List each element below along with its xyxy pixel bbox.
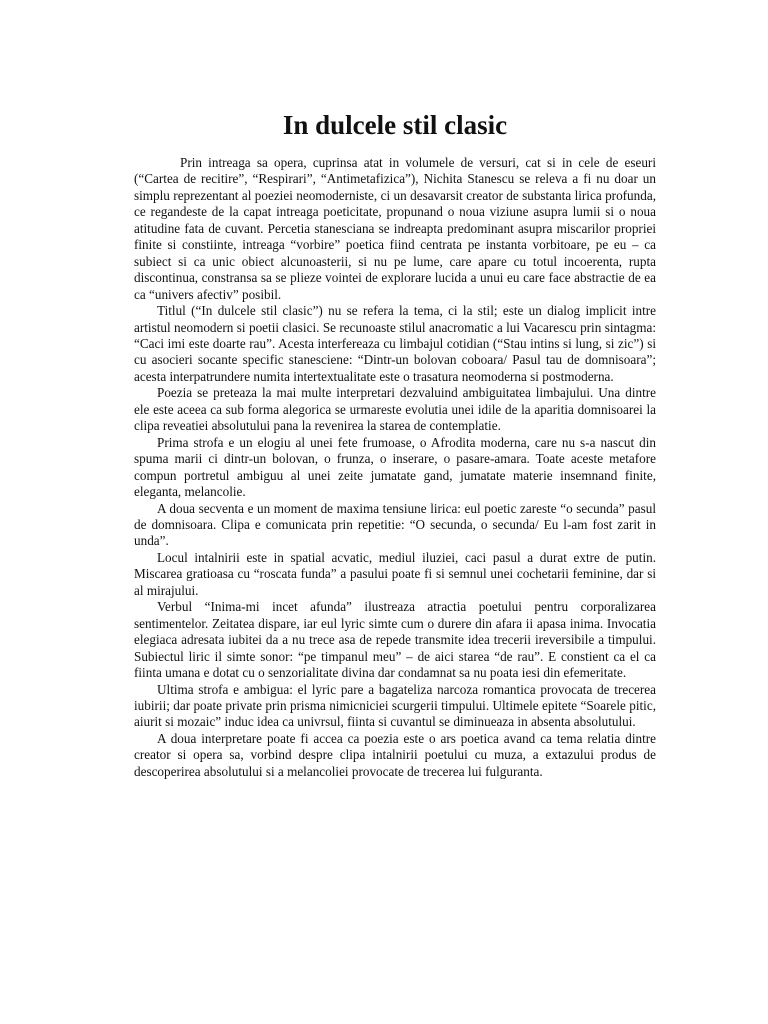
paragraph: Poezia se preteaza la mai multe interpretari dezvaluind ambiguitatea limbajului. Una dintre ele este aceea ca sub forma alegorica se urmareste evolutia unei idile de la aparitia domnisoarei la clipa reveatiei absolutului pana la revenirea la starea de contemplatie. xyxy=(134,385,656,434)
paragraph: A doua secventa e un moment de maxima tensiune lirica: eul poetic zareste “o secunda” pasul de domnisoara. Clipa e comunicata prin repetitie: “O secunda, o secunda/ Eu l-am fost zarit in unda”. xyxy=(134,500,656,549)
paragraph: Verbul “Inima-mi incet afunda” ilustreaza atractia poetului pentru corporalizarea sentimentelor. Zeitatea dispare, iar eul lyric simte cum o durere din afara ii apasa inima. Invocatia elegiaca adresata iubitei da a nu trece asa de repede transmite idea trecerii ireversibile a timpului. Subiectul liric il simte sonor: “pe timpanul meu” – de aici starea “de rau”. E constient ca el ca fiinta umana e dotat cu o senzorialitate divina dar condamnat sa nu poata iesi din efemeritate. xyxy=(134,599,656,681)
paragraph: Prima strofa e un elogiu al unei fete frumoase, o Afrodita moderna, care nu s-a nascut din spuma marii ci dintr-un bolovan, o frunza, o inserare, o pasare-amara. Toate aceste metafore compun portretul ambiguu al unei zeite jumatate gand, jumatate materie insemnand finite, eleganta, melancolie. xyxy=(134,434,656,500)
document-page xyxy=(134,108,656,780)
paragraph: Locul intalnirii este in spatial acvatic, mediul iluziei, caci pasul a durat extre de putin. Miscarea gratioasa cu “roscata funda” a pasului poate fi si semnul unei cochetarii feminine, dar si al mirajului. xyxy=(134,549,656,598)
paragraph: Titlul (“In dulcele stil clasic”) nu se refera la tema, ci la stil; este un dialog implicit intre artistul neomodern si poetii clasici. Se recunoaste stilul anacromatic a lui Vacarescu prin sintagma: “Caci imi este doarte rau”. Acesta interfereaza cu limbajul cotidian (“Stau intins si lung, si zic”) si cu asocieri socante specific stanesciene: “Dintr-un bolovan coboara/ Pasul tau de domnisoara”; acesta interpatrundere numita intertextualitate este o trasatura neomoderna si postmoderna. xyxy=(134,303,656,384)
paragraph: Prin intreaga sa opera, cuprinsa atat in volumele de versuri, cat si in cele de eseuri (“Cartea de recitire”, “Respirari”, “Antimetafizica”), Nichita Stanescu se releva a fi nu doar un simplu reprezentant al poeziei neomoderniste, ci un desavarsit creator de substanta lirica profunda, ce regandeste de la capat intreaga poeticitate, propunand o noua viziune asupra lumii si o noua atitudine fata de cuvant. Percetia stanesciana se indreapta predominant asupra miscarilor propriei finite si constiinte, intreaga “vorbire” poetica fiind centrata pe instanta vorbitoare, pe eu – ca subiect si ca unic obiect alcunoasterii, si nu pe lume, care apare cu totul incoerenta, rupta discontinua, constransa sa se plieze vointei de explorare lucida a unui eu care face abstractie de ea ca “univers afectiv” posibil. xyxy=(134,155,656,302)
document-title: In dulcele stil clasic xyxy=(282,110,508,140)
paragraph: Ultima strofa e ambigua: el lyric pare a bagateliza narcoza romantica provocata de trecerea iubirii; dar poate private prin prisma nimicniciei scurgerii timpului. Ultimele epitete “Soarele pitic, aiurit si mozaic” induc idea ca univrsul, fiinta si cuvantul se diminueaza in absenta absolutului. xyxy=(134,681,656,730)
paragraph: A doua interpretare poate fi accea ca poezia este o ars poetica avand ca tema relatia dintre creator si opera sa, vorbind despre clipa intalnirii poetului cu muza, a extazului produs de descoperirea absolutului si a melancoliei provocate de trecerea lui fulguranta. xyxy=(134,730,656,779)
document-body xyxy=(134,155,656,780)
